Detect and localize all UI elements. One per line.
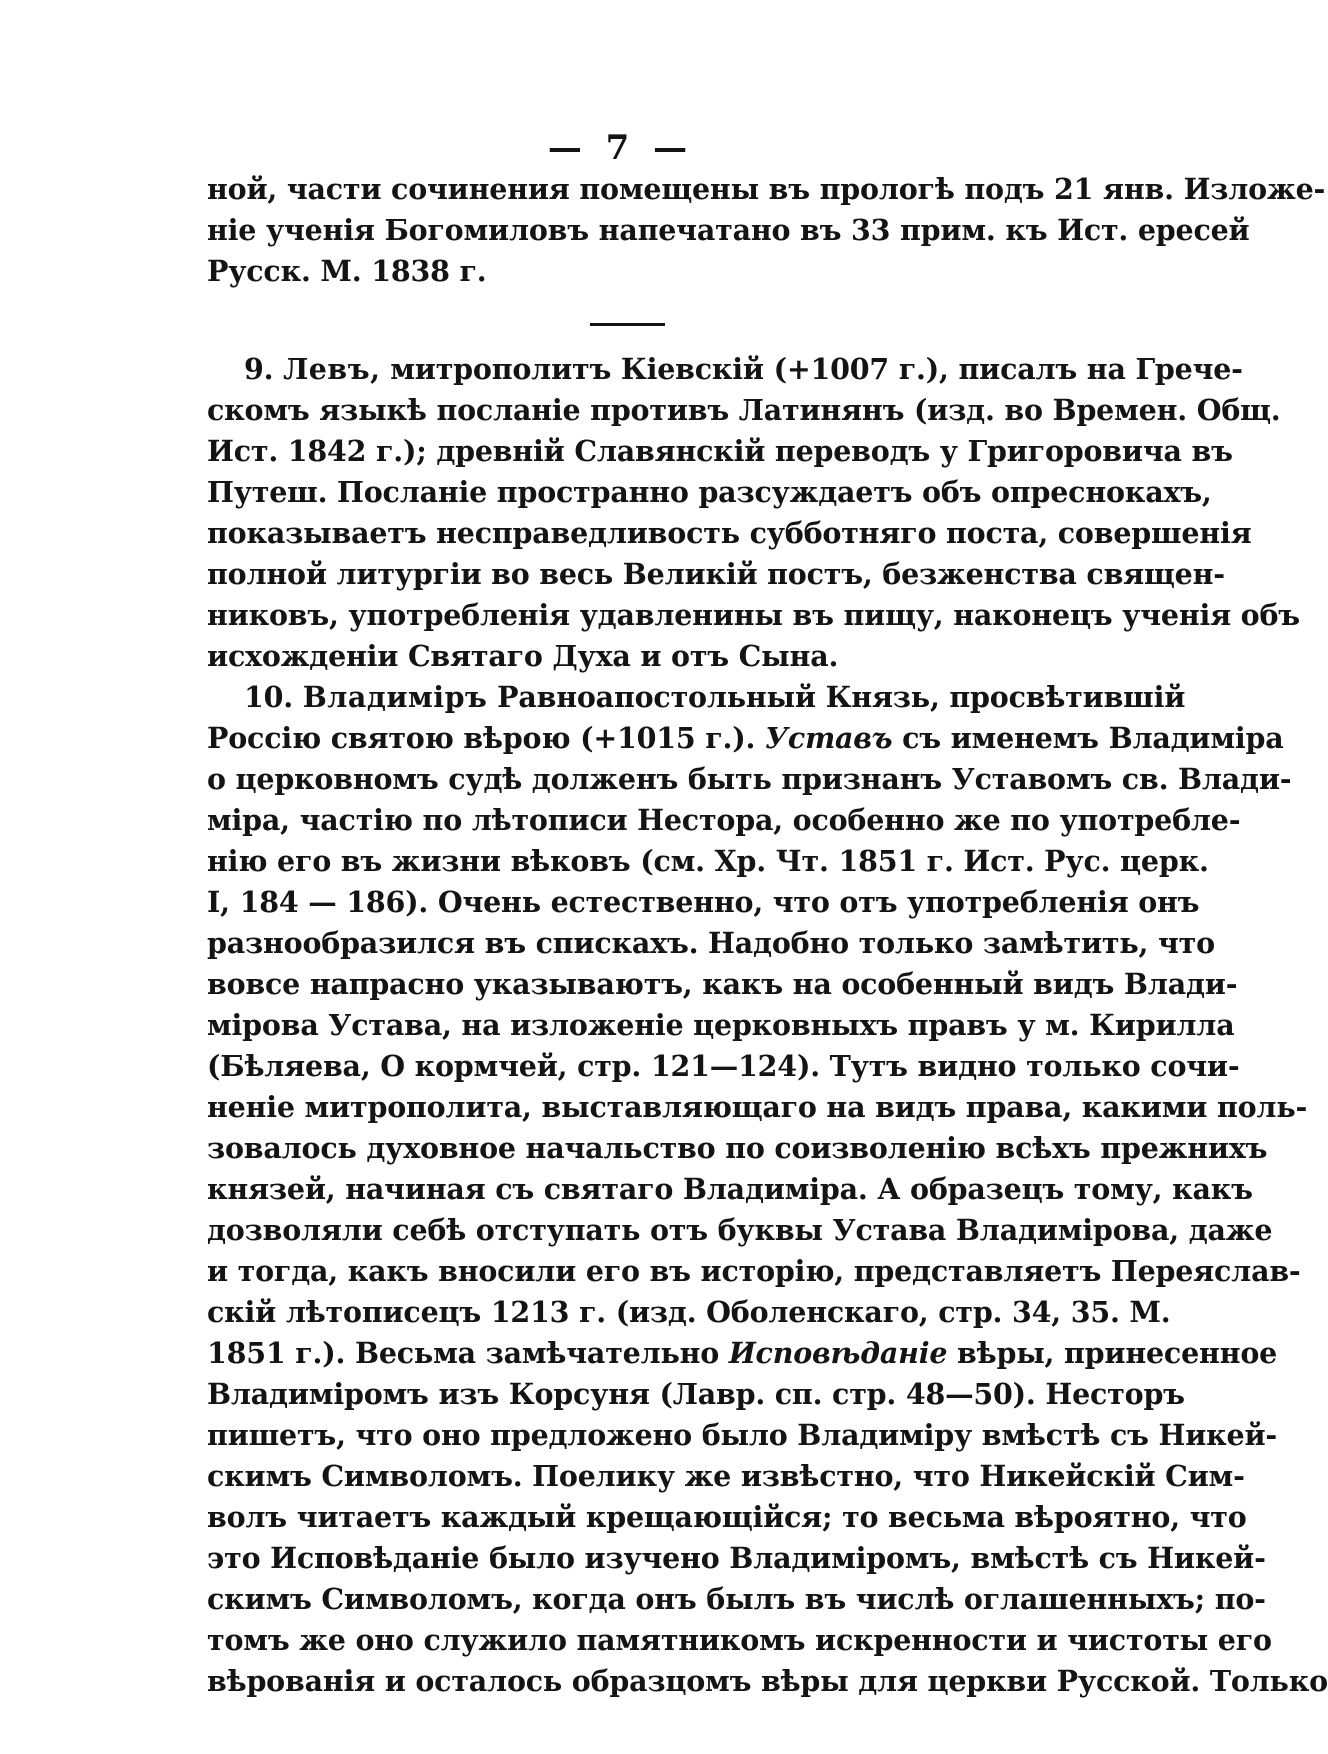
text-line: Ист. 1842 г.); древній Славянскій переводъ у Григоровича въ [207, 434, 1233, 468]
text-line: ной, части сочинения помещены въ прологѣ подъ 21 янв. Изложе- [207, 172, 1326, 206]
entry-name: Левъ, [283, 352, 381, 386]
text-line: скомъ языкѣ посланіе противъ Латинянъ (изд. во Времен. Общ. [207, 393, 1281, 427]
text-line: скимъ Символомъ, когда онъ былъ въ числѣ оглашенныхъ; по- [207, 1582, 1266, 1616]
text-line: волъ читаетъ каждый крещающійся; то весьма вѣроятно, что [207, 1500, 1247, 1534]
text-line: (Бѣляева, О кормчей, стр. 121—124). Тутъ видно только сочи- [207, 1049, 1240, 1083]
text-line: Русск. М. 1838 г. [207, 254, 487, 288]
section-divider [590, 323, 665, 326]
text-line: это Исповѣданіе было изучено Владиміромъ, вмѣстѣ съ Никей- [207, 1541, 1266, 1575]
text-line: разнообразился въ спискахъ. Надобно только замѣтить, что [207, 926, 1215, 960]
text-line: зовалось духовное начальство по соизволенію всѣхъ прежнихъ [207, 1131, 1268, 1165]
text-line: міра, частію по лѣтописи Нестора, особенно же по употребле- [207, 803, 1241, 837]
text-line: Россію святою вѣрою (+1015 г.). Уставъ съ именемъ Владиміра [207, 721, 1284, 755]
text-line: I, 184 — 186). Очень естественно, что отъ употребленія онъ [207, 885, 1200, 919]
text-line: князей, начиная съ святаго Владиміра. А образецъ тому, какъ [207, 1172, 1253, 1206]
text-line: 10. Владиміръ Равноапостольный Князь, просвѣтившій [244, 680, 1186, 714]
text-line: вѣрованія и осталось образцомъ вѣры для церкви Русской. Только [207, 1664, 1328, 1698]
text-line: мірова Устава, на изложеніе церковныхъ правъ у м. Кирилла [207, 1008, 1235, 1042]
text-line: показываетъ несправедливость субботняго поста, совершенія [207, 516, 1252, 550]
text-line: пишетъ, что оно предложено было Владиміру вмѣстѣ съ Никей- [207, 1418, 1278, 1452]
text-line: скимъ Символомъ. Поелику же извѣстно, что Никейскій Сим- [207, 1459, 1245, 1493]
text-line: о церковномъ судѣ долженъ быть признанъ Уставомъ св. Влади- [207, 762, 1292, 796]
text-line: скій лѣтописецъ 1213 г. (изд. Оболенскаго, стр. 34, 35. М. [207, 1295, 1171, 1329]
text-line: полной литургіи во весь Великій постъ, безженства священ- [207, 557, 1225, 591]
text-line: никовъ, употребленія удавленины въ пищу, наконецъ ученія объ [207, 598, 1300, 632]
text-line: неніе митрополита, выставляющаго на видъ права, какими поль- [207, 1090, 1308, 1124]
text-line: Владиміромъ изъ Корсуня (Лавр. сп. стр. 48—50). Несторъ [207, 1377, 1185, 1411]
text-line: 9. Левъ, митрополитъ Кіевскій (+1007 г.), писалъ на Грече- [244, 352, 1243, 386]
text-line: нію его въ жизни вѣковъ (см. Хр. Чт. 1851 г. Ист. Рус. церк. [207, 844, 1209, 878]
text-line: 1851 г.). Весьма замѣчательно Исповѣданіе вѣры, принесенное [207, 1336, 1278, 1370]
text-line: Путеш. Посланіе пространно разсуждаетъ объ опреснокахъ, [207, 475, 1212, 509]
text-line: ніе ученія Богомиловъ напечатано въ 33 прим. къ Ист. ересей [207, 213, 1250, 247]
text-line: и тогда, какъ вносили его въ исторію, представляетъ Переяслав- [207, 1254, 1301, 1288]
text-line: томъ же оно служило памятникомъ искренности и чистоты его [207, 1623, 1272, 1657]
entry-name: Владиміръ [302, 680, 488, 714]
text-line: исхожденіи Святаго Духа и отъ Сына. [207, 639, 839, 673]
page-number: — 7 — [547, 128, 694, 168]
text-line: вовсе напрасно указываютъ, какъ на особенный видъ Влади- [207, 967, 1238, 1001]
text-line: дозволяли себѣ отступать отъ буквы Устава Владимірова, даже [207, 1213, 1273, 1247]
